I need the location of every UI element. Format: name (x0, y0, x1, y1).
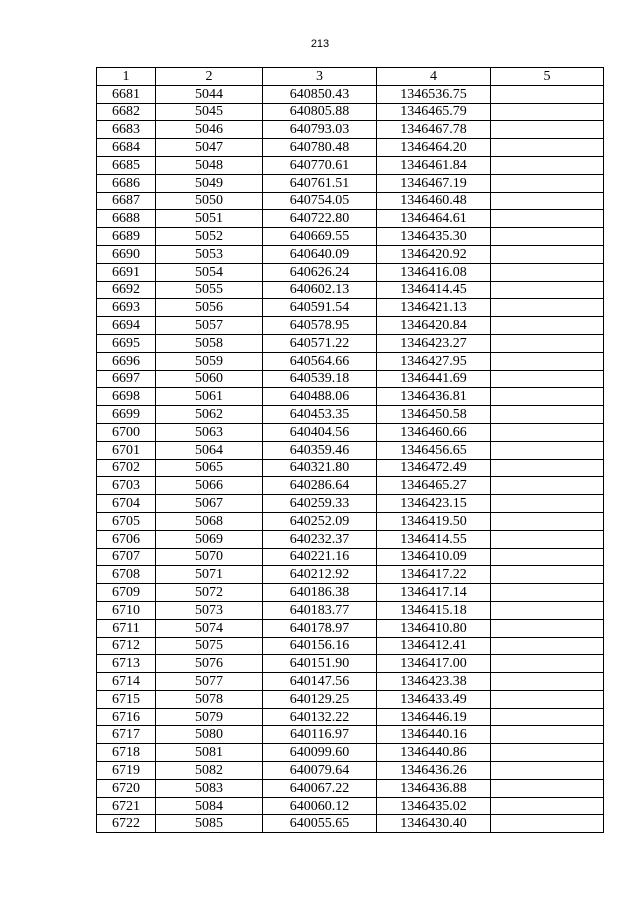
table-row (97, 156, 604, 174)
table-cell-col-3: 640591.54 (263, 299, 377, 317)
table-cell-col-5 (491, 317, 604, 335)
table-cell-col-5 (491, 263, 604, 281)
table-cell-col-5 (491, 441, 604, 459)
table-cell-col-1: 6710 (97, 601, 156, 619)
table-cell-col-4: 1346472.49 (377, 459, 491, 477)
table-row (97, 779, 604, 797)
table-cell-col-5 (491, 228, 604, 246)
column-header-3: 3 (263, 68, 377, 86)
table-cell-col-5 (491, 495, 604, 513)
table-cell-col-3: 640151.90 (263, 655, 377, 673)
table-cell-col-4: 1346417.22 (377, 566, 491, 584)
table-cell-col-1: 6694 (97, 317, 156, 335)
table-cell-col-3: 640232.37 (263, 530, 377, 548)
table-row (97, 726, 604, 744)
table-cell-col-5 (491, 281, 604, 299)
table-cell-col-3: 640183.77 (263, 601, 377, 619)
table-cell-col-2: 5079 (156, 708, 263, 726)
table-cell-col-1: 6702 (97, 459, 156, 477)
table-row (97, 299, 604, 317)
table-cell-col-4: 1346467.78 (377, 121, 491, 139)
table-cell-col-3: 640404.56 (263, 423, 377, 441)
table-cell-col-4: 1346461.84 (377, 156, 491, 174)
table-cell-col-2: 5063 (156, 423, 263, 441)
table-cell-col-4: 1346412.41 (377, 637, 491, 655)
table-cell-col-2: 5059 (156, 352, 263, 370)
table-row (97, 815, 604, 833)
table-cell-col-1: 6711 (97, 619, 156, 637)
table-cell-col-3: 640321.80 (263, 459, 377, 477)
table-cell-col-3: 640761.51 (263, 174, 377, 192)
table-cell-col-1: 6700 (97, 423, 156, 441)
table-cell-col-3: 640488.06 (263, 388, 377, 406)
table-cell-col-2: 5083 (156, 779, 263, 797)
table-cell-col-3: 640640.09 (263, 245, 377, 263)
table-cell-col-5 (491, 245, 604, 263)
table-cell-col-5 (491, 762, 604, 780)
table-cell-col-3: 640770.61 (263, 156, 377, 174)
page-number: 213 (310, 38, 330, 50)
table-row (97, 477, 604, 495)
table-cell-col-5 (491, 815, 604, 833)
table-cell-col-1: 6703 (97, 477, 156, 495)
table-cell-col-3: 640850.43 (263, 85, 377, 103)
table-cell-col-4: 1346420.84 (377, 317, 491, 335)
table-cell-col-4: 1346417.00 (377, 655, 491, 673)
table-cell-col-1: 6716 (97, 708, 156, 726)
table-cell-col-3: 640178.97 (263, 619, 377, 637)
table-cell-col-1: 6695 (97, 334, 156, 352)
table-cell-col-2: 5045 (156, 103, 263, 121)
table-cell-col-2: 5052 (156, 228, 263, 246)
table-row (97, 708, 604, 726)
table-cell-col-4: 1346456.65 (377, 441, 491, 459)
table-cell-col-4: 1346460.66 (377, 423, 491, 441)
table-cell-col-4: 1346423.38 (377, 673, 491, 691)
table-cell-col-3: 640116.97 (263, 726, 377, 744)
table-cell-col-3: 640571.22 (263, 334, 377, 352)
table-row (97, 601, 604, 619)
table-cell-col-3: 640221.16 (263, 548, 377, 566)
table-cell-col-2: 5049 (156, 174, 263, 192)
table-cell-col-1: 6697 (97, 370, 156, 388)
table-row (97, 228, 604, 246)
table-cell-col-3: 640156.16 (263, 637, 377, 655)
table-row (97, 263, 604, 281)
table-row (97, 655, 604, 673)
table-row (97, 139, 604, 157)
table-cell-col-3: 640722.80 (263, 210, 377, 228)
table-cell-col-2: 5058 (156, 334, 263, 352)
table-cell-col-5 (491, 192, 604, 210)
table-cell-col-2: 5047 (156, 139, 263, 157)
table-cell-col-1: 6686 (97, 174, 156, 192)
table-cell-col-2: 5074 (156, 619, 263, 637)
table-cell-col-4: 1346410.80 (377, 619, 491, 637)
table-cell-col-2: 5078 (156, 690, 263, 708)
table-cell-col-2: 5075 (156, 637, 263, 655)
table-cell-col-4: 1346414.45 (377, 281, 491, 299)
table-row (97, 744, 604, 762)
table-cell-col-1: 6699 (97, 406, 156, 424)
table-row (97, 459, 604, 477)
table-cell-col-5 (491, 690, 604, 708)
table-cell-col-1: 6719 (97, 762, 156, 780)
table-cell-col-1: 6709 (97, 584, 156, 602)
table-cell-col-5 (491, 121, 604, 139)
table-cell-col-4: 1346435.30 (377, 228, 491, 246)
table-cell-col-4: 1346467.19 (377, 174, 491, 192)
table-cell-col-4: 1346464.61 (377, 210, 491, 228)
table-cell-col-1: 6720 (97, 779, 156, 797)
table-cell-col-2: 5062 (156, 406, 263, 424)
table-cell-col-1: 6683 (97, 121, 156, 139)
table-cell-col-2: 5055 (156, 281, 263, 299)
table-cell-col-2: 5065 (156, 459, 263, 477)
table-cell-col-1: 6721 (97, 797, 156, 815)
table-row (97, 530, 604, 548)
table-cell-col-4: 1346460.48 (377, 192, 491, 210)
table-cell-col-5 (491, 779, 604, 797)
table-cell-col-1: 6691 (97, 263, 156, 281)
table-cell-col-4: 1346441.69 (377, 370, 491, 388)
column-header-5: 5 (491, 68, 604, 86)
table-cell-col-3: 640099.60 (263, 744, 377, 762)
table-row (97, 192, 604, 210)
table-cell-col-3: 640578.95 (263, 317, 377, 335)
table-cell-col-3: 640564.66 (263, 352, 377, 370)
table-cell-col-5 (491, 334, 604, 352)
table-row (97, 423, 604, 441)
table-cell-col-2: 5080 (156, 726, 263, 744)
table-cell-col-3: 640286.64 (263, 477, 377, 495)
table-row (97, 103, 604, 121)
table-cell-col-4: 1346416.08 (377, 263, 491, 281)
table-cell-col-4: 1346423.15 (377, 495, 491, 513)
table-row (97, 566, 604, 584)
table-cell-col-1: 6712 (97, 637, 156, 655)
table-row (97, 121, 604, 139)
table-row (97, 370, 604, 388)
table-cell-col-2: 5048 (156, 156, 263, 174)
table-cell-col-4: 1346414.55 (377, 530, 491, 548)
table-cell-col-5 (491, 156, 604, 174)
table-cell-col-1: 6717 (97, 726, 156, 744)
table-cell-col-3: 640453.35 (263, 406, 377, 424)
table-cell-col-2: 5084 (156, 797, 263, 815)
table-cell-col-4: 1346446.19 (377, 708, 491, 726)
table-cell-col-4: 1346417.14 (377, 584, 491, 602)
table-cell-col-5 (491, 477, 604, 495)
table-cell-col-1: 6707 (97, 548, 156, 566)
table-cell-col-2: 5082 (156, 762, 263, 780)
table-cell-col-3: 640147.56 (263, 673, 377, 691)
table-cell-col-5 (491, 85, 604, 103)
column-header-2: 2 (156, 68, 263, 86)
table-cell-col-1: 6698 (97, 388, 156, 406)
table-cell-col-1: 6692 (97, 281, 156, 299)
table-cell-col-4: 1346465.79 (377, 103, 491, 121)
table-cell-col-2: 5053 (156, 245, 263, 263)
table-cell-col-3: 640669.55 (263, 228, 377, 246)
table-cell-col-3: 640359.46 (263, 441, 377, 459)
table-cell-col-2: 5068 (156, 512, 263, 530)
table-cell-col-3: 640805.88 (263, 103, 377, 121)
table-row (97, 210, 604, 228)
table-cell-col-3: 640060.12 (263, 797, 377, 815)
table-cell-col-5 (491, 584, 604, 602)
table-cell-col-5 (491, 673, 604, 691)
table-cell-col-4: 1346421.13 (377, 299, 491, 317)
table-cell-col-5 (491, 174, 604, 192)
table-cell-col-5 (491, 103, 604, 121)
table-row (97, 637, 604, 655)
table-cell-col-3: 640067.22 (263, 779, 377, 797)
table-cell-col-5 (491, 352, 604, 370)
table-cell-col-1: 6681 (97, 85, 156, 103)
table-cell-col-4: 1346433.49 (377, 690, 491, 708)
table-cell-col-5 (491, 601, 604, 619)
table-row (97, 352, 604, 370)
table-cell-col-2: 5067 (156, 495, 263, 513)
table-cell-col-2: 5061 (156, 388, 263, 406)
table-cell-col-1: 6713 (97, 655, 156, 673)
table-row (97, 85, 604, 103)
table-cell-col-4: 1346419.50 (377, 512, 491, 530)
table-cell-col-5 (491, 299, 604, 317)
table-cell-col-2: 5057 (156, 317, 263, 335)
table-row (97, 441, 604, 459)
table-cell-col-3: 640129.25 (263, 690, 377, 708)
table-cell-col-2: 5054 (156, 263, 263, 281)
table-cell-col-5 (491, 655, 604, 673)
table-cell-col-3: 640626.24 (263, 263, 377, 281)
table-row (97, 495, 604, 513)
table-row (97, 388, 604, 406)
table-cell-col-2: 5060 (156, 370, 263, 388)
table-cell-col-5 (491, 708, 604, 726)
table-cell-col-3: 640602.13 (263, 281, 377, 299)
table-cell-col-1: 6705 (97, 512, 156, 530)
table-cell-col-1: 6688 (97, 210, 156, 228)
table-row (97, 548, 604, 566)
coordinates-table (96, 67, 604, 833)
table-cell-col-3: 640055.65 (263, 815, 377, 833)
table-cell-col-2: 5070 (156, 548, 263, 566)
table-cell-col-4: 1346465.27 (377, 477, 491, 495)
table-cell-col-1: 6718 (97, 744, 156, 762)
table-cell-col-1: 6682 (97, 103, 156, 121)
table-cell-col-4: 1346436.88 (377, 779, 491, 797)
table-cell-col-5 (491, 406, 604, 424)
table-cell-col-1: 6685 (97, 156, 156, 174)
table-cell-col-5 (491, 726, 604, 744)
table-cell-col-5 (491, 530, 604, 548)
table-cell-col-1: 6706 (97, 530, 156, 548)
table-cell-col-2: 5069 (156, 530, 263, 548)
table-cell-col-4: 1346436.26 (377, 762, 491, 780)
table-cell-col-1: 6696 (97, 352, 156, 370)
table-cell-col-5 (491, 388, 604, 406)
table-row (97, 762, 604, 780)
table-cell-col-1: 6708 (97, 566, 156, 584)
table-row (97, 797, 604, 815)
table-cell-col-4: 1346440.86 (377, 744, 491, 762)
table-cell-col-1: 6689 (97, 228, 156, 246)
table-cell-col-2: 5071 (156, 566, 263, 584)
table-row (97, 174, 604, 192)
table-cell-col-1: 6704 (97, 495, 156, 513)
column-header-4: 4 (377, 68, 491, 86)
table-cell-col-5 (491, 139, 604, 157)
table-row (97, 690, 604, 708)
table-cell-col-3: 640252.09 (263, 512, 377, 530)
table-cell-col-4: 1346423.27 (377, 334, 491, 352)
table-cell-col-4: 1346450.58 (377, 406, 491, 424)
table-cell-col-2: 5044 (156, 85, 263, 103)
table-cell-col-2: 5064 (156, 441, 263, 459)
table-row (97, 281, 604, 299)
table-cell-col-3: 640212.92 (263, 566, 377, 584)
table-cell-col-2: 5085 (156, 815, 263, 833)
table-cell-col-1: 6687 (97, 192, 156, 210)
table-cell-col-2: 5066 (156, 477, 263, 495)
table-cell-col-2: 5073 (156, 601, 263, 619)
table-cell-col-4: 1346427.95 (377, 352, 491, 370)
table-cell-col-3: 640780.48 (263, 139, 377, 157)
table-cell-col-2: 5081 (156, 744, 263, 762)
table-cell-col-5 (491, 744, 604, 762)
table-cell-col-2: 5076 (156, 655, 263, 673)
table-cell-col-5 (491, 370, 604, 388)
table-cell-col-1: 6684 (97, 139, 156, 157)
table-cell-col-5 (491, 459, 604, 477)
table-row (97, 619, 604, 637)
table-cell-col-2: 5051 (156, 210, 263, 228)
table-cell-col-1: 6722 (97, 815, 156, 833)
table-cell-col-5 (491, 210, 604, 228)
table-cell-col-5 (491, 423, 604, 441)
table-cell-col-4: 1346410.09 (377, 548, 491, 566)
table-cell-col-1: 6714 (97, 673, 156, 691)
table-cell-col-5 (491, 566, 604, 584)
table-cell-col-5 (491, 548, 604, 566)
table-cell-col-4: 1346415.18 (377, 601, 491, 619)
table-cell-col-1: 6701 (97, 441, 156, 459)
table-row (97, 406, 604, 424)
table-cell-col-1: 6693 (97, 299, 156, 317)
table-cell-col-2: 5056 (156, 299, 263, 317)
table-header-row (97, 68, 604, 86)
table-row (97, 245, 604, 263)
table-cell-col-3: 640259.33 (263, 495, 377, 513)
table-cell-col-4: 1346420.92 (377, 245, 491, 263)
table-cell-col-3: 640539.18 (263, 370, 377, 388)
table-row (97, 673, 604, 691)
table-cell-col-5 (491, 619, 604, 637)
table-cell-col-2: 5072 (156, 584, 263, 602)
table-cell-col-3: 640132.22 (263, 708, 377, 726)
table-cell-col-4: 1346435.02 (377, 797, 491, 815)
table-cell-col-4: 1346464.20 (377, 139, 491, 157)
table-row (97, 512, 604, 530)
table-cell-col-3: 640079.64 (263, 762, 377, 780)
table-body (97, 85, 604, 832)
table-cell-col-4: 1346430.40 (377, 815, 491, 833)
table-cell-col-2: 5077 (156, 673, 263, 691)
table-cell-col-2: 5050 (156, 192, 263, 210)
table-cell-col-5 (491, 797, 604, 815)
table-cell-col-4: 1346436.81 (377, 388, 491, 406)
table-cell-col-4: 1346440.16 (377, 726, 491, 744)
table-cell-col-1: 6715 (97, 690, 156, 708)
table-cell-col-5 (491, 512, 604, 530)
table-cell-col-5 (491, 637, 604, 655)
table-row (97, 317, 604, 335)
table-cell-col-3: 640793.03 (263, 121, 377, 139)
table-cell-col-2: 5046 (156, 121, 263, 139)
table-row (97, 584, 604, 602)
column-header-1: 1 (97, 68, 156, 86)
table-cell-col-3: 640754.05 (263, 192, 377, 210)
table-cell-col-3: 640186.38 (263, 584, 377, 602)
table-cell-col-4: 1346536.75 (377, 85, 491, 103)
table-cell-col-1: 6690 (97, 245, 156, 263)
table-row (97, 334, 604, 352)
